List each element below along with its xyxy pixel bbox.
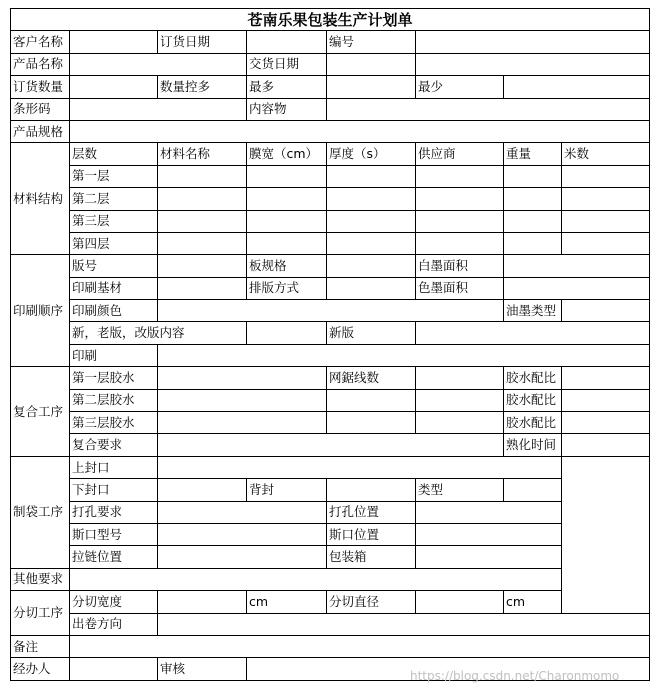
lamination-req-label: 复合要求	[70, 434, 158, 456]
tear-pos-cell[interactable]	[416, 523, 562, 545]
material-cell[interactable]	[327, 165, 416, 187]
material-cell[interactable]	[416, 210, 504, 232]
printing-row	[11, 255, 650, 277]
plate-no-label: 版号	[70, 255, 158, 277]
customer-row	[11, 31, 650, 53]
print-substrate-label: 印刷基材	[70, 277, 158, 299]
glue-1-cell[interactable]	[158, 367, 327, 389]
other-req-label: 其他要求	[11, 568, 70, 590]
top-seal-label: 上封口	[70, 456, 158, 478]
order-date-label: 订货日期	[158, 31, 247, 53]
tear-type-label: 斯口型号	[70, 523, 158, 545]
slitting-row	[11, 613, 650, 635]
material-col-header: 米数	[562, 143, 650, 165]
product-name-label: 产品名称	[11, 53, 70, 75]
barcode-cell[interactable]	[70, 98, 247, 120]
remark-cell[interactable]	[70, 635, 650, 657]
revision-cell[interactable]	[247, 322, 327, 344]
slit-diameter-label: 分切直径	[327, 591, 416, 613]
material-col-header: 层数	[70, 143, 158, 165]
content-cell[interactable]	[327, 98, 650, 120]
side-blank-cell	[562, 456, 650, 613]
material-col-header: 重量	[504, 143, 562, 165]
material-col-header: 膜宽（cm）	[247, 143, 327, 165]
material-cell[interactable]	[327, 210, 416, 232]
material-cell[interactable]	[562, 188, 650, 210]
material-group-label: 材料结构	[11, 143, 70, 255]
packing-box-label: 包装箱	[327, 546, 416, 568]
unwind-dir-cell[interactable]	[158, 613, 650, 635]
plate-no-cell[interactable]	[158, 255, 247, 277]
product-spec-row	[11, 120, 650, 142]
laminating-blank[interactable]	[327, 412, 416, 434]
tear-pos-label: 斯口位置	[327, 523, 416, 545]
glue-2-cell[interactable]	[158, 389, 327, 411]
printing-group-label: 印刷顺序	[11, 255, 70, 367]
product-spec-cell[interactable]	[70, 120, 650, 142]
slit-diameter-cell[interactable]	[416, 591, 504, 613]
most-label: 最多	[247, 76, 327, 98]
material-col-header: 供应商	[416, 143, 504, 165]
type-label: 类型	[416, 479, 504, 501]
curing-time-label: 熟化时间	[504, 434, 562, 456]
material-cell[interactable]	[158, 188, 247, 210]
bottom-seal-cell[interactable]	[158, 479, 247, 501]
glue-3-label: 第三层胶水	[70, 412, 158, 434]
material-cell[interactable]	[327, 188, 416, 210]
print-substrate-cell[interactable]	[158, 277, 247, 299]
color-ink-area-cell[interactable]	[504, 277, 650, 299]
laminating-blank[interactable]	[416, 389, 504, 411]
least-label: 最少	[416, 76, 504, 98]
laminating-group-label: 复合工序	[11, 367, 70, 457]
delivery-date-cell[interactable]	[327, 53, 416, 75]
order-qty-cell[interactable]	[70, 76, 158, 98]
material-cell[interactable]	[247, 210, 327, 232]
type-cell[interactable]	[504, 479, 562, 501]
slitting-row	[11, 591, 650, 613]
form-title: 苍南乐果包装生产计划单	[11, 9, 650, 31]
anilox-lines-cell[interactable]	[416, 367, 504, 389]
material-cell[interactable]	[504, 165, 562, 187]
material-header-row	[11, 143, 650, 165]
customer-name-cell[interactable]	[70, 31, 158, 53]
material-cell[interactable]	[158, 232, 247, 254]
material-col-header: 材料名称	[158, 143, 247, 165]
laminating-blank[interactable]	[416, 412, 504, 434]
tear-type-cell[interactable]	[158, 523, 327, 545]
order-qty-row	[11, 76, 650, 98]
material-cell[interactable]	[416, 188, 504, 210]
plate-spec-cell[interactable]	[327, 255, 416, 277]
product-spec-label: 产品规格	[11, 120, 70, 142]
glue-3-cell[interactable]	[158, 412, 327, 434]
printing-row	[11, 322, 650, 344]
print-cell[interactable]	[158, 344, 650, 366]
layer-label: 第三层	[70, 210, 158, 232]
material-cell[interactable]	[416, 165, 504, 187]
print-label: 印刷	[70, 344, 158, 366]
glue-ratio-cell[interactable]	[562, 389, 650, 411]
slit-width-cell[interactable]	[158, 591, 247, 613]
product-name-cell[interactable]	[70, 53, 247, 75]
punch-req-cell[interactable]	[158, 501, 327, 523]
material-cell[interactable]	[504, 210, 562, 232]
other-req-cell[interactable]	[70, 568, 562, 590]
print-color-cell[interactable]	[158, 300, 504, 322]
plate-spec-label: 板规格	[247, 255, 327, 277]
revision-label: 新，老版，改版内容	[70, 322, 247, 344]
back-seal-label: 背封	[247, 479, 327, 501]
laminating-row	[11, 434, 650, 456]
layer-label: 第二层	[70, 188, 158, 210]
zipper-pos-cell[interactable]	[158, 546, 327, 568]
material-cell[interactable]	[562, 165, 650, 187]
order-qty-label: 订货数量	[11, 76, 70, 98]
slit-width-label: 分切宽度	[70, 591, 158, 613]
bagmaking-row	[11, 501, 650, 523]
slitting-group-label: 分切工序	[11, 591, 70, 636]
material-layer-row	[11, 188, 650, 210]
bottom-seal-label: 下封口	[70, 479, 158, 501]
handler-label: 经办人	[11, 658, 70, 680]
bagmaking-row	[11, 546, 650, 568]
material-cell[interactable]	[327, 232, 416, 254]
glue-ratio-cell[interactable]	[562, 412, 650, 434]
lamination-req-cell[interactable]	[158, 434, 504, 456]
least-cell[interactable]	[504, 76, 650, 98]
printing-row	[11, 344, 650, 366]
content-label: 内容物	[247, 98, 327, 120]
glue-ratio-label: 胶水配比	[504, 367, 562, 389]
punch-req-label: 打孔要求	[70, 501, 158, 523]
glue-2-label: 第二层胶水	[70, 389, 158, 411]
top-seal-cell[interactable]	[158, 456, 562, 478]
curing-time-cell[interactable]	[562, 434, 650, 456]
white-ink-area-label: 白墨面积	[416, 255, 504, 277]
ink-type-cell[interactable]	[562, 300, 650, 322]
packing-box-cell[interactable]	[416, 546, 562, 568]
watermark: https://blog.csdn.net/Charonmomo	[410, 669, 620, 683]
laminating-blank[interactable]	[327, 389, 416, 411]
most-cell[interactable]	[327, 76, 416, 98]
back-seal-cell[interactable]	[327, 479, 416, 501]
remark-label: 备注	[11, 635, 70, 657]
product-row	[11, 53, 650, 75]
ink-type-label: 油墨类型	[504, 300, 562, 322]
material-cell[interactable]	[562, 232, 650, 254]
other-req-row	[11, 568, 650, 590]
color-ink-area-label: 色墨面积	[416, 277, 504, 299]
material-cell[interactable]	[158, 210, 247, 232]
material-layer-row	[11, 210, 650, 232]
new-plate-cell[interactable]	[416, 322, 650, 344]
reviewer-label: 审核	[158, 658, 247, 680]
bagmaking-group-label: 制袋工序	[11, 456, 70, 568]
anilox-lines-label: 网鋸线数	[327, 367, 416, 389]
serial-no-cell[interactable]	[416, 31, 650, 53]
barcode-row	[11, 98, 650, 120]
material-layer-row	[11, 165, 650, 187]
title-row	[11, 9, 650, 31]
laminating-row	[11, 389, 650, 411]
slit-width-unit: cm	[247, 591, 327, 613]
layout-method-cell[interactable]	[327, 277, 416, 299]
layer-label: 第一层	[70, 165, 158, 187]
barcode-label: 条形码	[11, 98, 70, 120]
unwind-dir-label: 出卷方向	[70, 613, 158, 635]
white-ink-area-cell[interactable]	[504, 255, 650, 277]
production-plan-table	[10, 8, 650, 681]
remark-row	[11, 635, 650, 657]
serial-no-label: 编号	[327, 31, 416, 53]
order-date-cell[interactable]	[247, 31, 327, 53]
material-cell[interactable]	[158, 165, 247, 187]
qty-control-label: 数量控多	[158, 76, 247, 98]
print-color-label: 印刷颜色	[70, 300, 158, 322]
bagmaking-row	[11, 456, 650, 478]
material-col-header: 厚度（s）	[327, 143, 416, 165]
glue-1-label: 第一层胶水	[70, 367, 158, 389]
layout-method-label: 排版方式	[247, 277, 327, 299]
material-layer-row	[11, 232, 650, 254]
laminating-row	[11, 412, 650, 434]
slit-diameter-unit: cm	[504, 591, 562, 613]
material-cell[interactable]	[247, 232, 327, 254]
material-cell[interactable]	[562, 210, 650, 232]
material-cell[interactable]	[416, 232, 504, 254]
printing-row	[11, 277, 650, 299]
handler-cell[interactable]	[70, 658, 158, 680]
layer-label: 第四层	[70, 232, 158, 254]
material-cell[interactable]	[504, 232, 562, 254]
zipper-pos-label: 拉链位置	[70, 546, 158, 568]
bagmaking-row	[11, 523, 650, 545]
product-row-blank[interactable]	[416, 53, 650, 75]
punch-pos-label: 打孔位置	[327, 501, 416, 523]
glue-ratio-cell[interactable]	[562, 367, 650, 389]
glue-ratio-label: 胶水配比	[504, 389, 562, 411]
customer-name-label: 客户名称	[11, 31, 70, 53]
laminating-row	[11, 367, 650, 389]
glue-ratio-label: 胶水配比	[504, 412, 562, 434]
new-plate-label: 新版	[327, 322, 416, 344]
printing-row	[11, 300, 650, 322]
delivery-date-label: 交货日期	[247, 53, 327, 75]
punch-pos-cell[interactable]	[416, 501, 562, 523]
material-cell[interactable]	[247, 188, 327, 210]
material-cell[interactable]	[504, 188, 562, 210]
material-cell[interactable]	[247, 165, 327, 187]
bagmaking-row	[11, 479, 650, 501]
